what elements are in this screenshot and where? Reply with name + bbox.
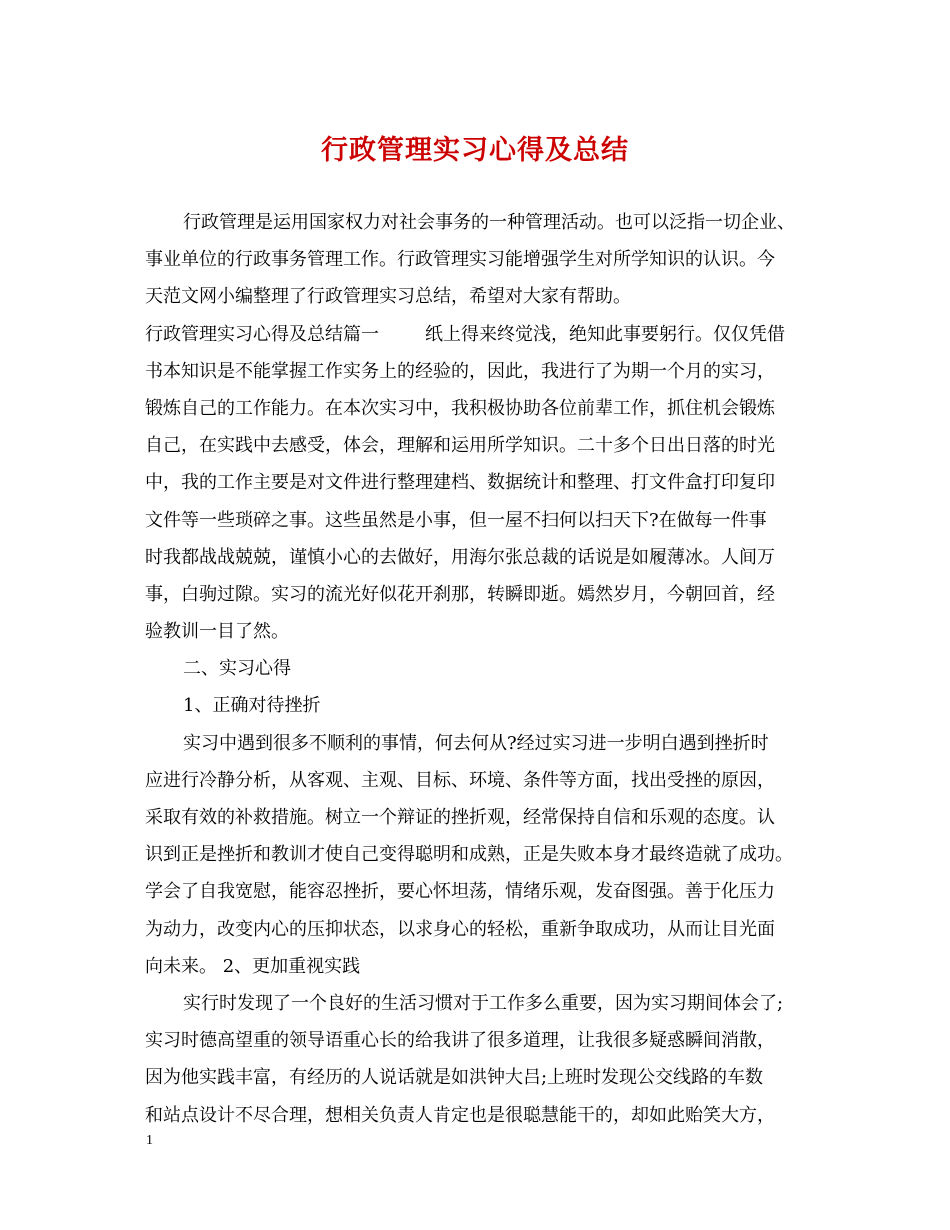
paragraph-line: 实习中遇到很多不顺利的事情，何去何从?经过实习进一步明白遇到挫折时 [183,732,769,754]
paragraph-line: 文件等一些琐碎之事。这些虽然是小事，但一屋不扫何以扫天下?在做每一件事 [145,509,767,531]
page-number: 1 [146,1133,153,1148]
paragraph-line: 自己，在实践中去感受，体会，理解和运用所学知识。二十多个日出日落的时光 [145,435,775,457]
paragraph-line: 学会了自我宽慰，能容忍挫折，要心怀坦荡，情绪乐观，发奋图强。善于化压力 [145,881,775,903]
section-text: 纸上得来终觉浅，绝知此事要躬行。仅仅凭借 [425,323,785,345]
paragraph-line: 事业单位的行政事务管理工作。行政管理实习能增强学生对所学知识的认识。今 [145,249,775,271]
paragraph-line: 行政管理是运用国家权力对社会事务的一种管理活动。也可以泛指一切企业、 [183,212,795,233]
paragraph-line: 实习时德高望重的领导语重心长的给我讲了很多道理，让我很多疑惑瞬间消散， [145,1030,775,1052]
section-heading-line [145,316,810,353]
paragraph-line: 书本知识是不能掌握工作实务上的经验的，因此，我进行了为期一个月的实习， [145,360,775,382]
paragraph-line: 天范文网小编整理了行政管理实习总结，希望对大家有帮助。 [145,286,631,308]
section-heading: 行政管理实习心得及总结篇一 [145,323,379,345]
paragraph-line: 实行时发现了一个良好的生活习惯对于工作多么重要，因为实习期间体会了; [183,992,784,1014]
subheading: 1、正确对待挫折 [183,695,321,717]
document-title: 行政管理实习心得及总结 [321,135,629,166]
paragraph-line: 时我都战战兢兢，谨慎小心的去做好，用海尔张总裁的话说是如履薄冰。人间万 [145,546,775,568]
paragraph-line: 因为他实践丰富，有经历的人说话就是如洪钟大吕;上班时发现公交线路的车数 [145,1067,764,1089]
document-body [145,204,810,1134]
paragraph-line: 识到正是挫折和教训才使自己变得聪明和成熟，正是失败本身才最终造就了成功。 [145,844,793,866]
paragraph-line: 向未来。 2、更加重视实践 [145,955,361,977]
paragraph-line: 和站点设计不尽合理，想相关负责人肯定也是很聪慧能干的，却如此贻笑大方， [145,1104,775,1126]
paragraph-line: 为动力，改变内心的压抑状态，以求身心的轻松，重新争取成功，从而让目光面 [145,918,775,940]
subheading: 二、实习心得 [183,658,291,680]
paragraph-line: 事，白驹过隙。实习的流光好似花开刹那，转瞬即逝。嫣然岁月，今朝回首，经 [145,583,775,605]
paragraph-line: 锻炼自己的工作能力。在本次实习中，我积极协助各位前辈工作，抓住机会锻炼 [145,397,775,419]
paragraph-line: 中，我的工作主要是对文件进行整理建档、数据统计和整理、打文件盒打印复印 [145,472,775,494]
paragraph-line: 验教训一目了然。 [145,621,289,643]
paragraph-line: 采取有效的补救措施。树立一个辩证的挫折观，经常保持自信和乐观的态度。认 [145,807,775,828]
paragraph-line: 应进行冷静分析，从客观、主观、目标、环境、条件等方面，找出受挫的原因， [145,769,775,791]
